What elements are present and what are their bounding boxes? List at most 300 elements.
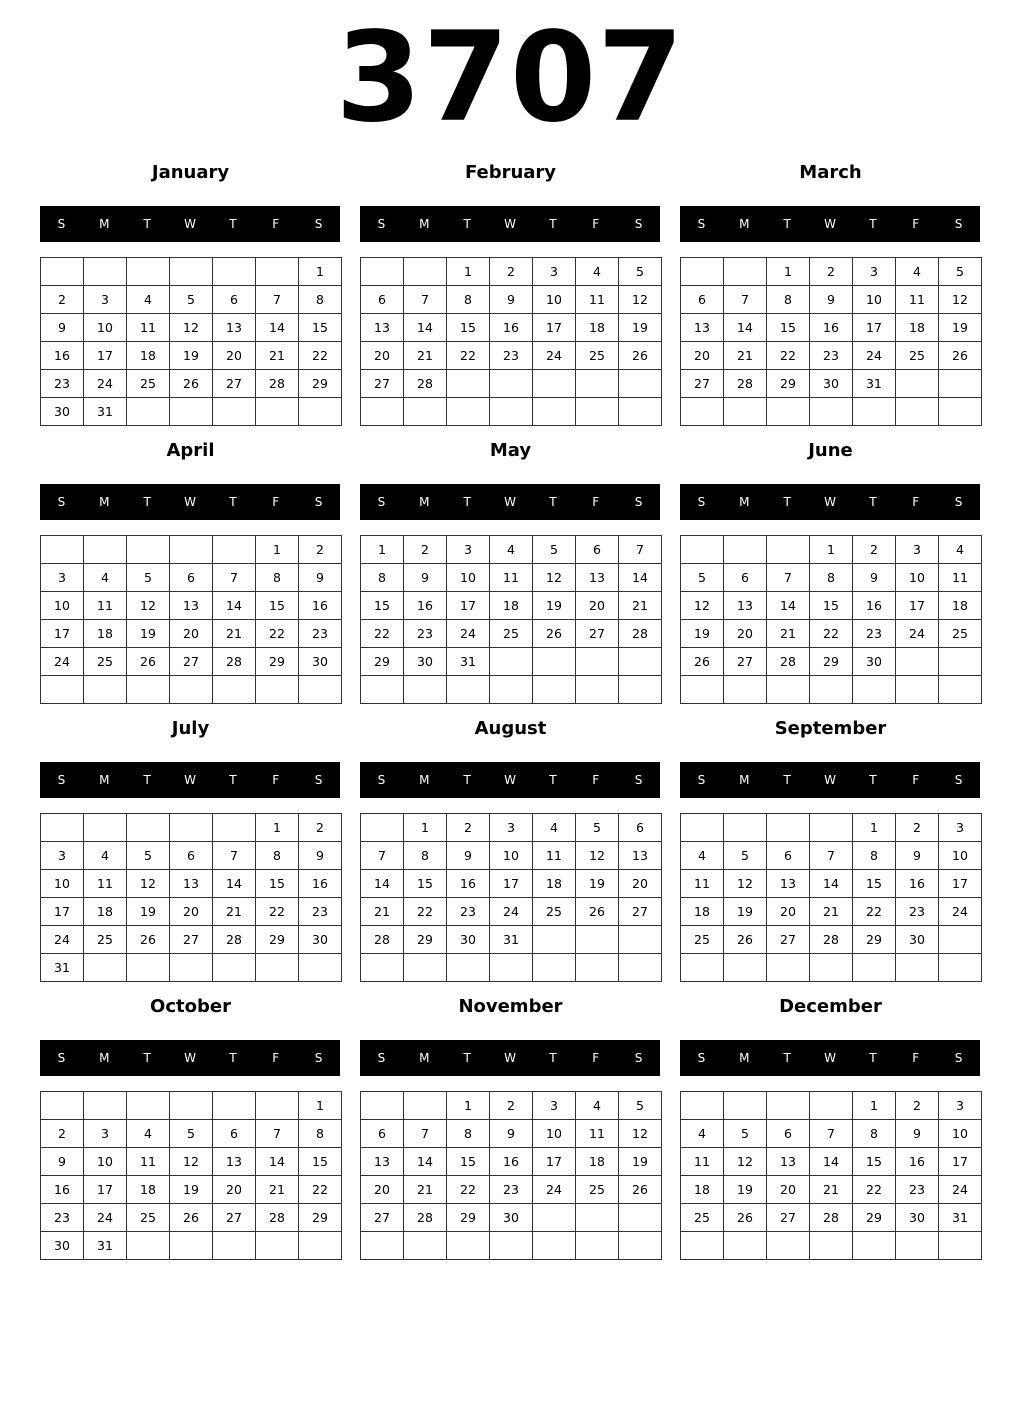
day-cell: 27 — [767, 926, 809, 953]
empty-cell — [724, 676, 766, 703]
day-cell: 16 — [299, 870, 341, 897]
day-cell: 7 — [404, 1120, 446, 1147]
day-cell: 23 — [896, 898, 938, 925]
weekday-label: S — [377, 773, 386, 787]
day-cell: 13 — [767, 870, 809, 897]
day-cell: 26 — [619, 1176, 661, 1203]
empty-cell — [939, 370, 981, 397]
day-cell: 8 — [853, 1120, 895, 1147]
day-cell: 16 — [896, 1148, 938, 1175]
day-cell: 7 — [619, 536, 661, 563]
day-cell: 30 — [490, 1204, 532, 1231]
day-cell: 2 — [41, 286, 83, 313]
empty-cell — [256, 258, 298, 285]
empty-cell — [84, 536, 126, 563]
day-cell: 6 — [767, 1120, 809, 1147]
day-cell: 10 — [853, 286, 895, 313]
weekday-label: M — [419, 1051, 430, 1065]
day-cell: 12 — [127, 870, 169, 897]
day-cell: 22 — [299, 342, 341, 369]
day-cell: 3 — [41, 842, 83, 869]
day-cell: 9 — [41, 1148, 83, 1175]
empty-cell — [127, 1232, 169, 1259]
weekday-label: F — [912, 1051, 920, 1065]
day-cell: 3 — [939, 1092, 981, 1119]
day-cell: 8 — [299, 286, 341, 313]
empty-cell — [681, 676, 723, 703]
empty-cell — [404, 398, 446, 425]
empty-cell — [299, 1232, 341, 1259]
day-cell: 27 — [681, 370, 723, 397]
day-cell: 20 — [576, 592, 618, 619]
day-cell: 14 — [724, 314, 766, 341]
day-cell: 21 — [724, 342, 766, 369]
day-cell: 17 — [41, 898, 83, 925]
day-cell: 7 — [213, 842, 255, 869]
day-cell: 11 — [127, 314, 169, 341]
day-cell: 29 — [404, 926, 446, 953]
day-cell: 29 — [853, 1204, 895, 1231]
day-cell: 23 — [299, 898, 341, 925]
day-cell: 16 — [41, 1176, 83, 1203]
month-name: September — [774, 718, 887, 739]
empty-cell — [681, 398, 723, 425]
empty-cell — [576, 398, 618, 425]
empty-cell — [299, 954, 341, 981]
day-cell: 16 — [490, 1148, 532, 1175]
day-cell: 19 — [619, 1148, 661, 1175]
day-cell: 15 — [853, 870, 895, 897]
month-name: December — [779, 996, 882, 1017]
day-cell: 4 — [84, 564, 126, 591]
day-cell: 7 — [256, 286, 298, 313]
day-cell: 25 — [127, 1204, 169, 1231]
empty-cell — [127, 1092, 169, 1119]
day-cell: 3 — [84, 1120, 126, 1147]
day-cell: 13 — [170, 592, 212, 619]
empty-cell — [41, 676, 83, 703]
day-cell: 30 — [299, 926, 341, 953]
day-cell: 22 — [404, 898, 446, 925]
day-cell: 28 — [810, 1204, 852, 1231]
empty-cell — [213, 1232, 255, 1259]
empty-cell — [127, 258, 169, 285]
day-cell: 29 — [361, 648, 403, 675]
weekday-label: S — [57, 217, 66, 231]
day-cell: 31 — [853, 370, 895, 397]
empty-cell — [681, 258, 723, 285]
day-cell: 10 — [490, 842, 532, 869]
day-cell: 28 — [724, 370, 766, 397]
day-cell: 3 — [533, 1092, 575, 1119]
empty-cell — [533, 1232, 575, 1259]
day-cell: 25 — [533, 898, 575, 925]
day-cell: 14 — [767, 592, 809, 619]
day-cell: 21 — [256, 342, 298, 369]
empty-cell — [810, 398, 852, 425]
day-cell: 6 — [724, 564, 766, 591]
day-cell: 22 — [447, 342, 489, 369]
empty-cell — [681, 814, 723, 841]
day-grid — [680, 813, 982, 982]
day-cell: 17 — [84, 342, 126, 369]
empty-cell — [810, 954, 852, 981]
day-cell: 8 — [404, 842, 446, 869]
day-cell: 27 — [213, 1204, 255, 1231]
day-cell: 22 — [767, 342, 809, 369]
day-cell: 5 — [619, 1092, 661, 1119]
day-cell: 18 — [127, 1176, 169, 1203]
weekday-label: S — [697, 773, 706, 787]
day-cell: 8 — [767, 286, 809, 313]
weekday-label: F — [272, 1051, 280, 1065]
day-grid — [680, 1091, 982, 1260]
day-cell: 14 — [404, 314, 446, 341]
weekday-label: T — [783, 217, 791, 231]
weekday-label: W — [184, 217, 196, 231]
day-grid — [40, 257, 342, 426]
weekday-label: F — [592, 217, 600, 231]
empty-cell — [533, 648, 575, 675]
day-cell: 23 — [447, 898, 489, 925]
day-cell: 21 — [213, 898, 255, 925]
day-cell: 9 — [490, 1120, 532, 1147]
day-cell: 31 — [84, 398, 126, 425]
day-cell: 18 — [490, 592, 532, 619]
day-cell: 26 — [170, 370, 212, 397]
weekday-label: T — [549, 495, 557, 509]
day-cell: 29 — [299, 1204, 341, 1231]
day-cell: 5 — [681, 564, 723, 591]
day-cell: 12 — [170, 314, 212, 341]
month-name: February — [464, 162, 557, 183]
day-cell: 12 — [724, 870, 766, 897]
day-cell: 19 — [533, 592, 575, 619]
empty-cell — [724, 814, 766, 841]
day-cell: 10 — [533, 286, 575, 313]
empty-cell — [84, 954, 126, 981]
day-cell: 17 — [490, 870, 532, 897]
day-cell: 17 — [853, 314, 895, 341]
empty-cell — [896, 954, 938, 981]
empty-cell — [170, 954, 212, 981]
empty-cell — [576, 926, 618, 953]
day-cell: 26 — [724, 1204, 766, 1231]
day-cell: 3 — [41, 564, 83, 591]
day-cell: 28 — [213, 926, 255, 953]
empty-cell — [361, 676, 403, 703]
empty-cell — [404, 1232, 446, 1259]
empty-cell — [724, 954, 766, 981]
day-cell: 13 — [576, 564, 618, 591]
day-grid — [680, 535, 982, 704]
day-cell: 7 — [256, 1120, 298, 1147]
day-cell: 20 — [361, 342, 403, 369]
day-cell: 20 — [681, 342, 723, 369]
month-name: October — [150, 996, 231, 1017]
empty-cell — [576, 676, 618, 703]
day-cell: 3 — [447, 536, 489, 563]
day-cell: 20 — [767, 898, 809, 925]
day-cell: 30 — [41, 398, 83, 425]
day-cell: 5 — [724, 1120, 766, 1147]
weekday-label: F — [272, 773, 280, 787]
day-cell: 7 — [810, 842, 852, 869]
weekday-label: M — [99, 217, 110, 231]
day-cell: 2 — [896, 814, 938, 841]
day-cell: 9 — [896, 842, 938, 869]
day-cell: 10 — [41, 592, 83, 619]
weekday-label: S — [314, 495, 323, 509]
day-cell: 24 — [490, 898, 532, 925]
empty-cell — [576, 954, 618, 981]
day-cell: 13 — [724, 592, 766, 619]
weekday-header — [680, 484, 980, 520]
empty-cell — [939, 926, 981, 953]
weekday-header — [360, 206, 660, 242]
month-name: March — [799, 162, 862, 183]
weekday-label: F — [912, 217, 920, 231]
day-cell: 7 — [767, 564, 809, 591]
day-cell: 30 — [41, 1232, 83, 1259]
day-cell: 5 — [724, 842, 766, 869]
day-cell: 24 — [533, 342, 575, 369]
day-cell: 25 — [681, 1204, 723, 1231]
day-cell: 22 — [447, 1176, 489, 1203]
weekday-label: M — [99, 1051, 110, 1065]
day-cell: 20 — [213, 342, 255, 369]
weekday-label: T — [143, 1051, 151, 1065]
day-cell: 20 — [361, 1176, 403, 1203]
weekday-label: T — [463, 773, 471, 787]
day-cell: 27 — [361, 1204, 403, 1231]
day-cell: 18 — [533, 870, 575, 897]
empty-cell — [213, 814, 255, 841]
day-cell: 11 — [84, 870, 126, 897]
empty-cell — [576, 1204, 618, 1231]
day-cell: 15 — [256, 592, 298, 619]
weekday-label: S — [954, 1051, 963, 1065]
weekday-label: S — [57, 773, 66, 787]
day-cell: 12 — [681, 592, 723, 619]
day-cell: 26 — [681, 648, 723, 675]
empty-cell — [490, 954, 532, 981]
day-cell: 2 — [490, 1092, 532, 1119]
weekday-label: S — [57, 495, 66, 509]
day-cell: 7 — [361, 842, 403, 869]
day-cell: 25 — [939, 620, 981, 647]
empty-cell — [256, 676, 298, 703]
empty-cell — [939, 954, 981, 981]
weekday-label: T — [549, 773, 557, 787]
day-cell: 15 — [767, 314, 809, 341]
day-cell: 22 — [810, 620, 852, 647]
empty-cell — [490, 370, 532, 397]
empty-cell — [896, 648, 938, 675]
day-cell: 24 — [41, 926, 83, 953]
month-name: May — [489, 440, 532, 461]
month-name: April — [166, 440, 215, 461]
day-cell: 29 — [256, 648, 298, 675]
day-cell: 22 — [299, 1176, 341, 1203]
day-cell: 22 — [853, 898, 895, 925]
day-cell: 3 — [490, 814, 532, 841]
day-cell: 26 — [127, 648, 169, 675]
day-grid — [360, 813, 662, 982]
month-name: June — [808, 440, 853, 461]
day-cell: 29 — [299, 370, 341, 397]
weekday-label: W — [824, 217, 836, 231]
empty-cell — [681, 536, 723, 563]
day-cell: 14 — [361, 870, 403, 897]
empty-cell — [447, 1232, 489, 1259]
empty-cell — [404, 676, 446, 703]
day-cell: 29 — [256, 926, 298, 953]
day-cell: 15 — [361, 592, 403, 619]
weekday-label: F — [272, 217, 280, 231]
day-cell: 1 — [299, 1092, 341, 1119]
empty-cell — [447, 398, 489, 425]
month-name: August — [474, 718, 547, 739]
day-cell: 15 — [447, 314, 489, 341]
day-cell: 9 — [896, 1120, 938, 1147]
day-cell: 16 — [853, 592, 895, 619]
day-cell: 26 — [170, 1204, 212, 1231]
empty-cell — [724, 536, 766, 563]
weekday-label: W — [824, 495, 836, 509]
day-cell: 27 — [361, 370, 403, 397]
day-cell: 18 — [896, 314, 938, 341]
weekday-label: W — [824, 1051, 836, 1065]
day-cell: 4 — [576, 1092, 618, 1119]
day-cell: 4 — [127, 286, 169, 313]
day-cell: 13 — [361, 314, 403, 341]
day-cell: 28 — [213, 648, 255, 675]
day-cell: 29 — [810, 648, 852, 675]
day-cell: 7 — [404, 286, 446, 313]
day-cell: 19 — [127, 620, 169, 647]
day-cell: 24 — [447, 620, 489, 647]
day-grid — [40, 535, 342, 704]
day-cell: 10 — [896, 564, 938, 591]
weekday-label: T — [229, 495, 237, 509]
weekday-label: M — [419, 773, 430, 787]
day-cell: 12 — [170, 1148, 212, 1175]
day-cell: 18 — [681, 1176, 723, 1203]
weekday-label: S — [377, 217, 386, 231]
day-cell: 27 — [619, 898, 661, 925]
day-cell: 7 — [724, 286, 766, 313]
empty-cell — [84, 676, 126, 703]
day-cell: 18 — [939, 592, 981, 619]
weekday-label: T — [783, 773, 791, 787]
day-cell: 10 — [533, 1120, 575, 1147]
day-cell: 16 — [299, 592, 341, 619]
weekday-label: W — [504, 773, 516, 787]
day-cell: 15 — [810, 592, 852, 619]
empty-cell — [490, 1232, 532, 1259]
weekday-label: M — [739, 217, 750, 231]
day-cell: 10 — [447, 564, 489, 591]
day-cell: 9 — [299, 564, 341, 591]
day-cell: 8 — [256, 842, 298, 869]
day-cell: 8 — [447, 286, 489, 313]
empty-cell — [256, 1232, 298, 1259]
day-cell: 14 — [256, 1148, 298, 1175]
weekday-label: T — [229, 1051, 237, 1065]
day-cell: 3 — [939, 814, 981, 841]
day-cell: 5 — [127, 564, 169, 591]
day-cell: 21 — [213, 620, 255, 647]
day-cell: 21 — [767, 620, 809, 647]
day-cell: 31 — [41, 954, 83, 981]
day-cell: 21 — [810, 1176, 852, 1203]
day-cell: 18 — [127, 342, 169, 369]
day-cell: 20 — [619, 870, 661, 897]
day-cell: 3 — [533, 258, 575, 285]
day-cell: 19 — [724, 898, 766, 925]
day-cell: 14 — [619, 564, 661, 591]
day-cell: 9 — [853, 564, 895, 591]
day-cell: 6 — [767, 842, 809, 869]
day-cell: 17 — [447, 592, 489, 619]
day-cell: 21 — [619, 592, 661, 619]
empty-cell — [170, 814, 212, 841]
weekday-label: W — [184, 773, 196, 787]
day-cell: 6 — [213, 1120, 255, 1147]
empty-cell — [170, 398, 212, 425]
day-cell: 14 — [213, 870, 255, 897]
day-cell: 16 — [404, 592, 446, 619]
day-cell: 1 — [853, 1092, 895, 1119]
empty-cell — [896, 398, 938, 425]
empty-cell — [853, 398, 895, 425]
weekday-label: T — [229, 773, 237, 787]
empty-cell — [213, 676, 255, 703]
day-cell: 25 — [84, 926, 126, 953]
day-cell: 29 — [853, 926, 895, 953]
empty-cell — [170, 1232, 212, 1259]
empty-cell — [724, 398, 766, 425]
day-cell: 15 — [447, 1148, 489, 1175]
empty-cell — [299, 398, 341, 425]
day-cell: 30 — [404, 648, 446, 675]
day-cell: 4 — [939, 536, 981, 563]
day-cell: 27 — [170, 648, 212, 675]
day-cell: 26 — [939, 342, 981, 369]
weekday-label: T — [229, 217, 237, 231]
empty-cell — [533, 398, 575, 425]
day-cell: 26 — [533, 620, 575, 647]
day-cell: 27 — [170, 926, 212, 953]
empty-cell — [447, 370, 489, 397]
day-cell: 23 — [490, 342, 532, 369]
day-cell: 31 — [490, 926, 532, 953]
empty-cell — [810, 1092, 852, 1119]
day-cell: 4 — [490, 536, 532, 563]
day-cell: 27 — [213, 370, 255, 397]
day-cell: 30 — [853, 648, 895, 675]
day-cell: 6 — [170, 564, 212, 591]
day-cell: 10 — [84, 314, 126, 341]
day-cell: 23 — [404, 620, 446, 647]
day-cell: 31 — [939, 1204, 981, 1231]
weekday-label: T — [143, 495, 151, 509]
day-cell: 2 — [490, 258, 532, 285]
weekday-header — [360, 484, 660, 520]
day-cell: 25 — [681, 926, 723, 953]
day-cell: 8 — [299, 1120, 341, 1147]
